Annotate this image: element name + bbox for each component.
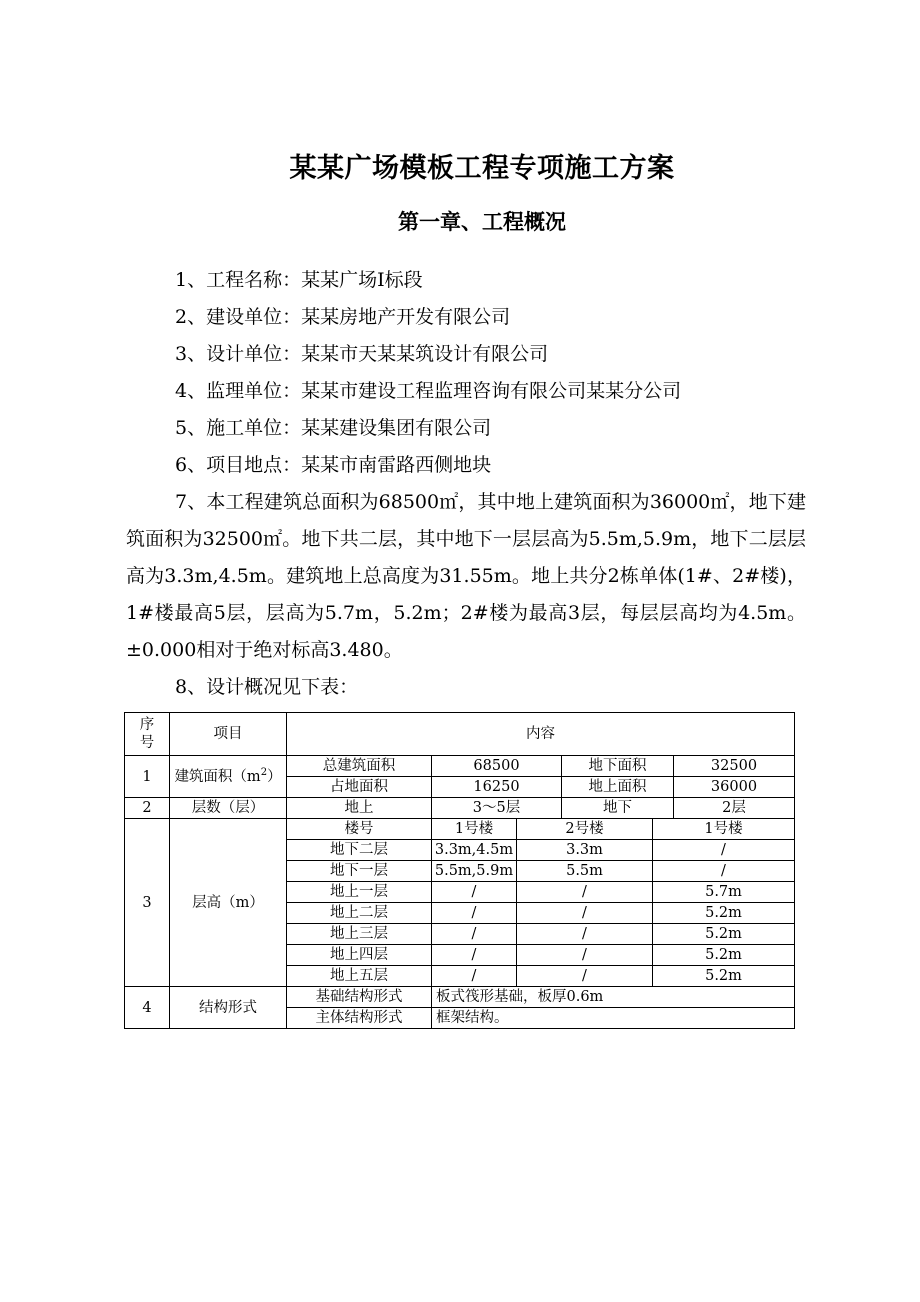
cell: / — [517, 966, 653, 987]
item-client: 2、建设单位：某某房地产开发有限公司 — [175, 306, 511, 328]
cell: 地上四层 — [287, 945, 432, 966]
row1-item: 建筑面积$(m^2)$ — [170, 756, 287, 798]
cell: 16250 — [432, 777, 562, 798]
cell: 地下 — [562, 798, 674, 819]
cell: 地上 — [287, 798, 432, 819]
cell: 3.3m,4.5m — [432, 840, 517, 861]
row2-item: 层数（层） — [170, 798, 287, 819]
chapter-heading: 第一章、工程概况 — [398, 209, 566, 234]
cell: 1号楼 — [653, 819, 795, 840]
cell: / — [517, 882, 653, 903]
cell: 2层 — [674, 798, 795, 819]
cell: / — [517, 924, 653, 945]
cell: 地下二层 — [287, 840, 432, 861]
table-row — [125, 756, 795, 777]
cell: 36000 — [674, 777, 795, 798]
table-row — [125, 987, 795, 1008]
cell: / — [653, 840, 795, 861]
cell: / — [432, 924, 517, 945]
row1-seq: 1 — [125, 756, 170, 798]
cell: 主体结构形式 — [287, 1008, 432, 1029]
cell: / — [653, 861, 795, 882]
cell: 地上三层 — [287, 924, 432, 945]
cell: 5.7m — [653, 882, 795, 903]
cell: 3.3m — [517, 840, 653, 861]
cell: 5.2m — [653, 903, 795, 924]
cell: / — [517, 903, 653, 924]
item-location: 6、项目地点：某某市南雷路西侧地块 — [175, 454, 492, 476]
row3-seq: 3 — [125, 819, 170, 987]
cell: 1号楼 — [432, 819, 517, 840]
cell: 框架结构。 — [432, 1008, 795, 1029]
cell: 地上五层 — [287, 966, 432, 987]
cell: 5.5m,5.9m — [432, 861, 517, 882]
item-supervisor: 4、监理单位：某某市建设工程监理咨询有限公司某某分公司 — [175, 380, 682, 402]
row3-item: 层高（m） — [170, 819, 287, 987]
cell: 基础结构形式 — [287, 987, 432, 1008]
cell: 5.5m — [517, 861, 653, 882]
cell: 地下一层 — [287, 861, 432, 882]
body-text — [126, 262, 806, 706]
cell: 楼号 — [287, 819, 432, 840]
row4-seq: 4 — [125, 987, 170, 1029]
cell: / — [432, 966, 517, 987]
cell: 5.2m — [653, 945, 795, 966]
cell: 总建筑面积 — [287, 756, 432, 777]
cell: / — [432, 903, 517, 924]
paragraph-overview: 7、本工程建筑总面积为68500㎡，其中地上建筑面积为36000㎡，地下建筑面积为32500㎡。地下共二层，其中地下一层层高为5.5m,5.9m，地下二层层高为3.3m,4.5m。建筑地上总高度为31.55m。地上共分2栋单体(1#、2#楼)，1#楼最高5层，层高为5.7m，5.2m；2#楼为最高3层，每层层高均为4.5m。±0.000相对于绝对标高3.480。 — [126, 491, 806, 661]
table-row — [125, 798, 795, 819]
cell: 占地面积 — [287, 777, 432, 798]
table-row — [125, 819, 795, 840]
item-contractor: 5、施工单位：某某建设集团有限公司 — [175, 417, 492, 439]
table-header-row — [125, 713, 795, 756]
cell: / — [432, 882, 517, 903]
cell: 2号楼 — [517, 819, 653, 840]
item-table-intro: 8、设计概况见下表： — [175, 676, 359, 698]
item-project-name: 1、工程名称：某某广场Ⅰ标段 — [175, 269, 423, 291]
row2-seq: 2 — [125, 798, 170, 819]
cell: 68500 — [432, 756, 562, 777]
document-title: 某某广场模板工程专项施工方案 — [289, 153, 675, 184]
cell: 5.2m — [653, 924, 795, 945]
design-overview-table — [124, 712, 795, 1029]
header-item: 项目 — [170, 713, 287, 756]
cell: 板式筏形基础，板厚0.6m — [432, 987, 795, 1008]
cell: 32500 — [674, 756, 795, 777]
cell: 地上二层 — [287, 903, 432, 924]
cell: 地下面积 — [562, 756, 674, 777]
cell: 5.2m — [653, 966, 795, 987]
row4-item: 结构形式 — [170, 987, 287, 1029]
cell: / — [432, 945, 517, 966]
item-designer: 3、设计单位：某某市天某某筑设计有限公司 — [175, 343, 549, 365]
cell: 地上一层 — [287, 882, 432, 903]
header-content: 内容 — [287, 713, 795, 756]
cell: / — [517, 945, 653, 966]
cell: 3～5层 — [432, 798, 562, 819]
cell: 地上面积 — [562, 777, 674, 798]
header-seq: 序 号 — [125, 713, 170, 756]
